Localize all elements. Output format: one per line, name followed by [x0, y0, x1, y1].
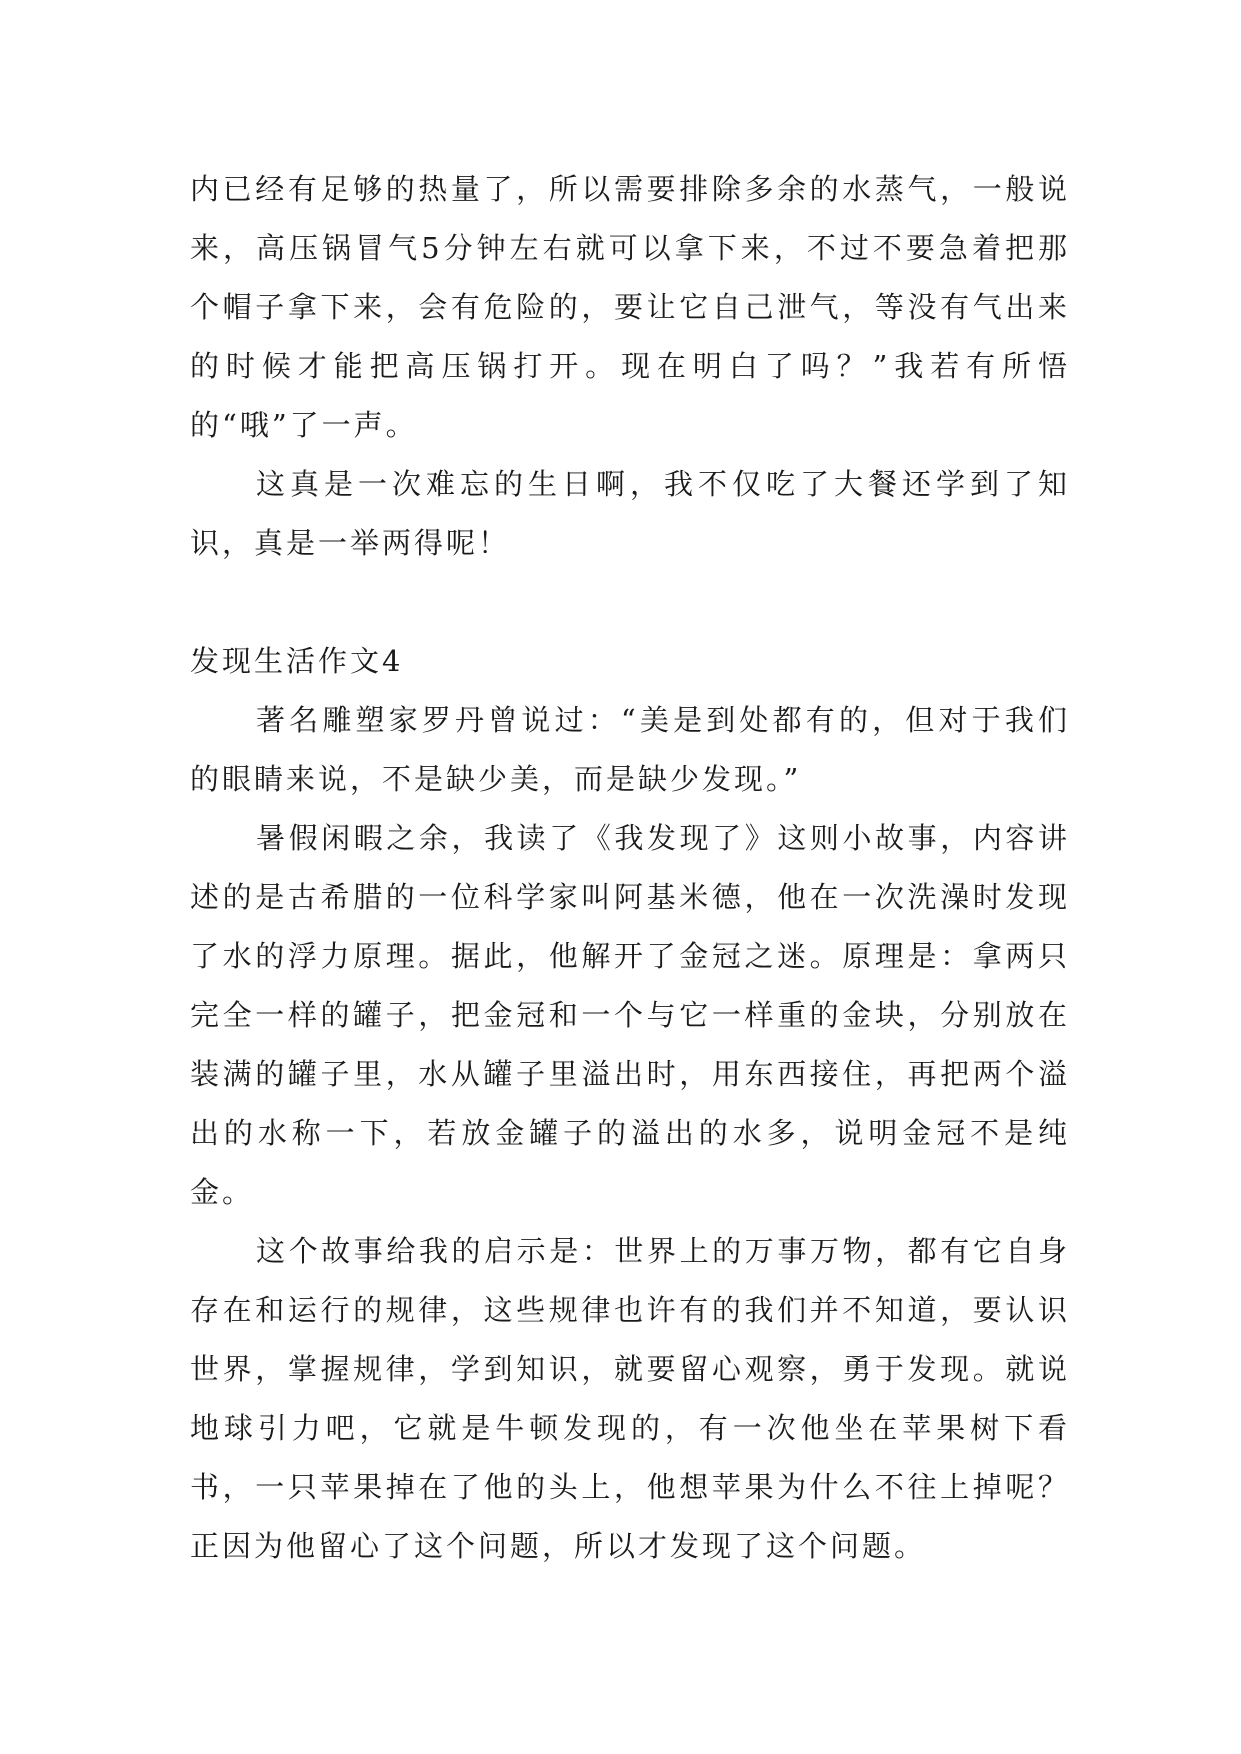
section-spacer	[190, 573, 1070, 632]
paragraph-rodin-quote: 著名雕塑家罗丹曾说过：“美是到处都有的，但对于我们的眼睛来说，不是缺少美，而是缺少发现。”	[190, 703, 1070, 796]
paragraph-birthday-conclusion: 这真是一次难忘的生日啊，我不仅吃了大餐还学到了知识，真是一举两得呢！	[190, 467, 1070, 560]
paragraph-archimedes-story: 暑假闲暇之余，我读了《我发现了》这则小故事，内容讲述的是古希腊的一位科学家叫阿基米德，他在一次洗澡时发现了水的浮力原理。据此，他解开了金冠之迷。原理是：拿两只完全一样的罐子，把金冠和一个与它一样重的金块，分别放在装满的罐子里，水从罐子里溢出时，用东西接住，再把两个溢出的水称一下，若放金罐子的溢出的水多，说明金冠不是纯金。	[190, 821, 1070, 1209]
section-title: 发现生活作文4	[190, 644, 404, 678]
paragraph-story-insight: 这个故事给我的启示是：世界上的万事万物，都有它自身存在和运行的规律，这些规律也许有的我们并不知道，要认识世界，掌握规律，学到知识，就要留心观察，勇于发现。就说地球引力吧，它就是牛顿发现的，有一次他坐在苹果树下看书，一只苹果掉在了他的头上，他想苹果为什么不往上掉呢？正因为他留心了这个问题，所以才发现了这个问题。	[190, 1234, 1070, 1563]
document-page	[190, 160, 1070, 1576]
paragraph-continuation: 内已经有足够的热量了，所以需要排除多余的水蒸气，一般说来，高压锅冒气5分钟左右就可以拿下来，不过不要急着把那个帽子拿下来，会有危险的，要让它自己泄气，等没有气出来的时候才能把高压锅打开。现在明白了吗？”我若有所悟的“哦”了一声。	[190, 172, 1070, 442]
